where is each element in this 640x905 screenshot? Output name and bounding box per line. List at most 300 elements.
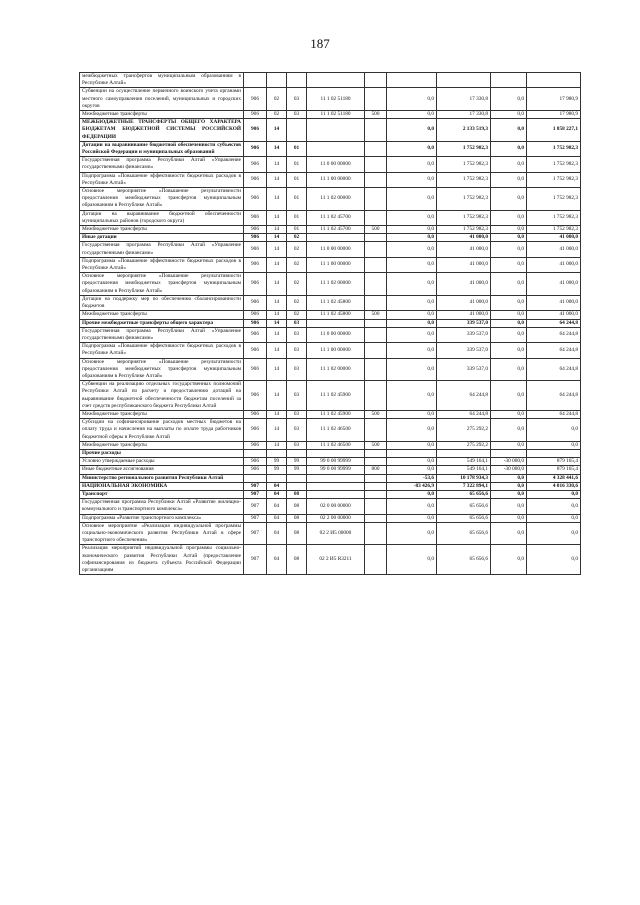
table-row bbox=[80, 499, 581, 514]
table-row bbox=[80, 172, 581, 187]
table-row bbox=[80, 188, 581, 211]
cell-amount-change-1: 0,0 bbox=[387, 490, 437, 498]
cell-podrazdel bbox=[287, 119, 307, 142]
cell-vedomstvo: 906 bbox=[244, 466, 267, 474]
cell-amount-total-2: 17 980,9 bbox=[527, 111, 581, 119]
cell-vedomstvo: 906 bbox=[244, 327, 267, 342]
row-name: Межбюджетные трансферты bbox=[80, 441, 244, 449]
row-name: Межбюджетные трансферты bbox=[80, 410, 244, 418]
cell-expense-type bbox=[365, 522, 387, 545]
cell-razdel: 14 bbox=[267, 319, 287, 327]
budget-table bbox=[79, 72, 581, 575]
cell-podrazdel: 03 bbox=[287, 88, 307, 111]
cell-amount-total-2: 41 000,0 bbox=[527, 311, 581, 319]
cell-target-article: 11 1 02 51180 bbox=[307, 88, 365, 111]
cell-amount-total-1: 1 752 982,3 bbox=[437, 210, 491, 225]
table-row bbox=[80, 343, 581, 358]
row-name: Реализация мероприятий индивидуальной программы социально-экономического развития Республики Алтай (предоставление софинансирования из бюджета субъекта Российской Федерации организациям bbox=[80, 545, 244, 575]
row-name: Государственная программа Республики Алтай «Управление государственными финансами» bbox=[80, 242, 244, 257]
cell-expense-type: 800 bbox=[365, 466, 387, 474]
cell-amount-total-1: 339 537,0 bbox=[437, 343, 491, 358]
cell-amount-total-1 bbox=[437, 73, 491, 88]
cell-vedomstvo: 906 bbox=[244, 419, 267, 442]
cell-razdel: 14 bbox=[267, 295, 287, 310]
cell-podrazdel: 01 bbox=[287, 172, 307, 187]
cell-amount-total-2: 41 000,0 bbox=[527, 273, 581, 296]
cell-amount-total-1: 65 656,6 bbox=[437, 545, 491, 575]
cell-amount-change-2: 0,0 bbox=[491, 172, 527, 187]
cell-expense-type bbox=[365, 141, 387, 156]
cell-amount-change-2: 0,0 bbox=[491, 545, 527, 575]
cell-amount-change-1: 0,0 bbox=[387, 311, 437, 319]
cell-expense-type bbox=[365, 343, 387, 358]
cell-target-article: 02 2 И5 00000 bbox=[307, 522, 365, 545]
cell-vedomstvo: 906 bbox=[244, 311, 267, 319]
cell-vedomstvo: 907 bbox=[244, 482, 267, 490]
row-name: Подпрограмма «Развитие транспортного комплекса» bbox=[80, 514, 244, 522]
cell-vedomstvo: 906 bbox=[244, 188, 267, 211]
cell-amount-change-2: 0,0 bbox=[491, 157, 527, 172]
cell-amount-change-1: 0,0 bbox=[387, 358, 437, 381]
cell-amount-change-1: 0,0 bbox=[387, 234, 437, 242]
cell-amount-change-2: 0,0 bbox=[491, 343, 527, 358]
cell-amount-total-2: 64 244,8 bbox=[527, 319, 581, 327]
cell-expense-type bbox=[365, 234, 387, 242]
cell-amount-total-2: 0,0 bbox=[527, 545, 581, 575]
cell-podrazdel bbox=[287, 73, 307, 88]
cell-expense-type bbox=[365, 514, 387, 522]
cell-target-article: 11 1 02 45700 bbox=[307, 226, 365, 234]
cell-amount-change-2: 0,0 bbox=[491, 410, 527, 418]
cell-target-article: 11 0 00 00000 bbox=[307, 327, 365, 342]
cell-amount-total-2: 1 752 982,3 bbox=[527, 188, 581, 211]
cell-amount-change-2: 0,0 bbox=[491, 188, 527, 211]
cell-podrazdel: 08 bbox=[287, 490, 307, 498]
cell-podrazdel bbox=[287, 449, 307, 457]
cell-amount-change-1: 0,0 bbox=[387, 514, 437, 522]
row-name: Государственная программа Республики Алтай «Управление государственными финансами» bbox=[80, 157, 244, 172]
cell-amount-change-1: 0,0 bbox=[387, 242, 437, 257]
cell-amount-change-2: 0,0 bbox=[491, 210, 527, 225]
row-name: Субвенции на осуществление первичного воинского учета органами местного самоуправления поселений, муниципальных и городских округов bbox=[80, 88, 244, 111]
cell-amount-change-1: 0,0 bbox=[387, 419, 437, 442]
table-row bbox=[80, 242, 581, 257]
cell-amount-total-1: 549 164,1 bbox=[437, 466, 491, 474]
cell-amount-total-1: 65 656,6 bbox=[437, 490, 491, 498]
cell-amount-change-1: 0,0 bbox=[387, 210, 437, 225]
cell-amount-change-2: 0,0 bbox=[491, 474, 527, 482]
table-row bbox=[80, 419, 581, 442]
cell-amount-total-1: 41 000,0 bbox=[437, 311, 491, 319]
cell-amount-change-1: 0,0 bbox=[387, 157, 437, 172]
page-number: 187 bbox=[310, 36, 330, 51]
cell-expense-type bbox=[365, 273, 387, 296]
cell-vedomstvo bbox=[244, 73, 267, 88]
row-name: Основное мероприятие «Повышение результативности предоставления межбюджетных трансфертов муниципальным образованиям в Республике Алтай» bbox=[80, 273, 244, 296]
cell-razdel: 14 bbox=[267, 242, 287, 257]
cell-target-article bbox=[307, 490, 365, 498]
cell-amount-total-1: 275 292,2 bbox=[437, 441, 491, 449]
cell-amount-total-1: 10 178 934,3 bbox=[437, 474, 491, 482]
cell-amount-total-2: 64 244,8 bbox=[527, 358, 581, 381]
cell-vedomstvo: 906 bbox=[244, 441, 267, 449]
cell-podrazdel: 01 bbox=[287, 210, 307, 225]
cell-target-article bbox=[307, 234, 365, 242]
cell-target-article: 02 0 00 00000 bbox=[307, 499, 365, 514]
cell-target-article bbox=[307, 73, 365, 88]
table-row bbox=[80, 226, 581, 234]
table-row bbox=[80, 466, 581, 474]
table-row bbox=[80, 358, 581, 381]
cell-expense-type bbox=[365, 73, 387, 88]
cell-amount-change-2 bbox=[491, 73, 527, 88]
cell-amount-total-1: 339 537,0 bbox=[437, 327, 491, 342]
cell-expense-type bbox=[365, 419, 387, 442]
cell-amount-total-2: 0,0 bbox=[527, 490, 581, 498]
cell-amount-total-2: 1 752 982,3 bbox=[527, 141, 581, 156]
cell-razdel: 02 bbox=[267, 111, 287, 119]
cell-amount-change-2: 0,0 bbox=[491, 522, 527, 545]
cell-expense-type bbox=[365, 242, 387, 257]
cell-expense-type bbox=[365, 327, 387, 342]
cell-amount-change-2: 0,0 bbox=[491, 88, 527, 111]
cell-target-article bbox=[307, 119, 365, 142]
cell-vedomstvo: 906 bbox=[244, 458, 267, 466]
table-row bbox=[80, 111, 581, 119]
cell-podrazdel: 01 bbox=[287, 141, 307, 156]
cell-amount-change-1: 0,0 bbox=[387, 226, 437, 234]
row-name: Условно утверждаемые расходы bbox=[80, 458, 244, 466]
cell-amount-change-2: 0,0 bbox=[491, 381, 527, 411]
cell-razdel: 14 bbox=[267, 119, 287, 142]
cell-target-article: 99 0 00 99999 bbox=[307, 458, 365, 466]
cell-target-article bbox=[307, 482, 365, 490]
table-row bbox=[80, 73, 581, 88]
cell-expense-type bbox=[365, 119, 387, 142]
cell-amount-change-1 bbox=[387, 73, 437, 88]
cell-vedomstvo: 906 bbox=[244, 88, 267, 111]
row-name: Основное мероприятие «Реализация индивидуальной программы социально-экономического развития Республики Алтай в сфере транспортного обеспечения» bbox=[80, 522, 244, 545]
row-name: Межбюджетные трансферты bbox=[80, 111, 244, 119]
row-name: Субсидии на софинансирование расходов местных бюджетов на оплату труда и начисления на выплаты по оплате труда работников бюджетной сферы в Республике Алтай bbox=[80, 419, 244, 442]
cell-amount-total-2: 64 244,8 bbox=[527, 381, 581, 411]
row-name: Основное мероприятие «Повышение результативности предоставления межбюджетных трансфертов муниципальным образованиям в Республике Алтай» bbox=[80, 358, 244, 381]
cell-amount-total-2: 1 752 982,3 bbox=[527, 157, 581, 172]
cell-amount-change-2: 0,0 bbox=[491, 141, 527, 156]
cell-razdel bbox=[267, 449, 287, 457]
cell-amount-total-2 bbox=[527, 73, 581, 88]
cell-amount-total-1: 17 330,8 bbox=[437, 111, 491, 119]
cell-expense-type bbox=[365, 449, 387, 457]
cell-razdel: 04 bbox=[267, 522, 287, 545]
table-row bbox=[80, 319, 581, 327]
cell-target-article: 11 1 00 00000 bbox=[307, 172, 365, 187]
cell-amount-change-1: 0,0 bbox=[387, 410, 437, 418]
table-row bbox=[80, 327, 581, 342]
cell-amount-change-1: 0,0 bbox=[387, 343, 437, 358]
cell-podrazdel: 02 bbox=[287, 311, 307, 319]
cell-podrazdel: 03 bbox=[287, 410, 307, 418]
cell-target-article: 11 1 02 00000 bbox=[307, 188, 365, 211]
cell-razdel: 14 bbox=[267, 381, 287, 411]
cell-amount-change-2: -30 000,0 bbox=[491, 458, 527, 466]
cell-razdel: 14 bbox=[267, 210, 287, 225]
cell-target-article bbox=[307, 141, 365, 156]
cell-amount-total-1: 1 752 982,3 bbox=[437, 141, 491, 156]
cell-amount-total-2: 0,0 bbox=[527, 419, 581, 442]
cell-amount-change-2: 0,0 bbox=[491, 490, 527, 498]
cell-razdel: 14 bbox=[267, 226, 287, 234]
cell-target-article bbox=[307, 474, 365, 482]
cell-amount-total-2: 1 752 982,3 bbox=[527, 210, 581, 225]
row-name: Подпрограмма «Повышение эффективности бюджетных расходов в Республике Алтай» bbox=[80, 257, 244, 272]
cell-amount-total-1: 41 000,0 bbox=[437, 234, 491, 242]
table-row bbox=[80, 141, 581, 156]
cell-expense-type: 500 bbox=[365, 226, 387, 234]
cell-amount-total-2: 41 000,0 bbox=[527, 295, 581, 310]
table-row bbox=[80, 449, 581, 457]
cell-amount-change-1: 0,0 bbox=[387, 545, 437, 575]
cell-amount-change-2: 0,0 bbox=[491, 242, 527, 257]
cell-vedomstvo: 906 bbox=[244, 242, 267, 257]
cell-amount-change-1: -53,6 bbox=[387, 474, 437, 482]
cell-razdel: 14 bbox=[267, 410, 287, 418]
cell-podrazdel: 03 bbox=[287, 327, 307, 342]
row-name: Подпрограмма «Повышение эффективности бюджетных расходов в Республике Алтай» bbox=[80, 343, 244, 358]
cell-razdel bbox=[267, 474, 287, 482]
cell-vedomstvo: 906 bbox=[244, 226, 267, 234]
cell-amount-total-1: 65 656,6 bbox=[437, 499, 491, 514]
cell-podrazdel: 02 bbox=[287, 273, 307, 296]
cell-vedomstvo: 906 bbox=[244, 234, 267, 242]
row-name: Межбюджетные трансферты bbox=[80, 226, 244, 234]
cell-amount-change-2: 0,0 bbox=[491, 234, 527, 242]
cell-vedomstvo: 907 bbox=[244, 499, 267, 514]
cell-amount-change-1: 0,0 bbox=[387, 119, 437, 142]
row-name: Государственная программа Республики Алтай «Управление государственными финансами» bbox=[80, 327, 244, 342]
table-row bbox=[80, 88, 581, 111]
cell-amount-total-2: 41 000,0 bbox=[527, 242, 581, 257]
cell-amount-total-1: 1 752 982,3 bbox=[437, 172, 491, 187]
cell-expense-type bbox=[365, 482, 387, 490]
cell-podrazdel: 01 bbox=[287, 188, 307, 211]
table-row bbox=[80, 410, 581, 418]
cell-podrazdel bbox=[287, 482, 307, 490]
cell-razdel: 14 bbox=[267, 141, 287, 156]
cell-amount-total-1: 339 537,0 bbox=[437, 358, 491, 381]
cell-expense-type bbox=[365, 499, 387, 514]
cell-amount-change-1: 0,0 bbox=[387, 188, 437, 211]
cell-amount-total-1: 1 752 982,3 bbox=[437, 226, 491, 234]
cell-amount-change-1 bbox=[387, 449, 437, 457]
cell-amount-total-2: 41 000,0 bbox=[527, 234, 581, 242]
cell-target-article: 11 0 00 00000 bbox=[307, 242, 365, 257]
cell-amount-change-1: 0,0 bbox=[387, 111, 437, 119]
cell-target-article: 11 1 00 00000 bbox=[307, 257, 365, 272]
cell-vedomstvo: 906 bbox=[244, 119, 267, 142]
table-row bbox=[80, 441, 581, 449]
cell-vedomstvo: 906 bbox=[244, 257, 267, 272]
table-row bbox=[80, 257, 581, 272]
cell-amount-total-1: 549 164,1 bbox=[437, 458, 491, 466]
cell-amount-total-1: 41 000,0 bbox=[437, 242, 491, 257]
cell-amount-total-1: 275 292,2 bbox=[437, 419, 491, 442]
cell-amount-change-1: 0,0 bbox=[387, 257, 437, 272]
row-name: Иные бюджетные ассигнования bbox=[80, 466, 244, 474]
table-row bbox=[80, 273, 581, 296]
cell-razdel: 04 bbox=[267, 545, 287, 575]
row-name: Прочие межбюджетные трансферты общего характера bbox=[80, 319, 244, 327]
cell-expense-type bbox=[365, 210, 387, 225]
table-row bbox=[80, 234, 581, 242]
cell-podrazdel bbox=[287, 474, 307, 482]
cell-amount-change-2: 0,0 bbox=[491, 111, 527, 119]
cell-expense-type: 500 bbox=[365, 441, 387, 449]
cell-podrazdel: 02 bbox=[287, 295, 307, 310]
cell-podrazdel: 03 bbox=[287, 343, 307, 358]
cell-amount-total-1: 65 656,6 bbox=[437, 522, 491, 545]
cell-amount-total-2: 1 752 982,3 bbox=[527, 226, 581, 234]
table-row bbox=[80, 381, 581, 411]
row-name: Дотации на выравнивание бюджетной обеспеченности муниципальных районов (городского округа) bbox=[80, 210, 244, 225]
cell-amount-change-2: 0,0 bbox=[491, 273, 527, 296]
cell-vedomstvo: 906 bbox=[244, 141, 267, 156]
cell-podrazdel: 03 bbox=[287, 419, 307, 442]
cell-amount-total-1 bbox=[437, 449, 491, 457]
cell-vedomstvo bbox=[244, 449, 267, 457]
cell-expense-type bbox=[365, 490, 387, 498]
cell-amount-total-2: 4 328 441,6 bbox=[527, 474, 581, 482]
cell-amount-change-2: -30 000,0 bbox=[491, 466, 527, 474]
cell-vedomstvo: 906 bbox=[244, 295, 267, 310]
cell-podrazdel: 08 bbox=[287, 545, 307, 575]
table-row bbox=[80, 210, 581, 225]
cell-amount-total-2: 1 858 227,1 bbox=[527, 119, 581, 142]
cell-expense-type bbox=[365, 88, 387, 111]
cell-podrazdel: 02 bbox=[287, 234, 307, 242]
row-name: Основное мероприятие «Повышение результативности предоставления межбюджетных трансфертов муниципальным образованиям в Республике Алтай» bbox=[80, 188, 244, 211]
cell-target-article: 11 1 02 00000 bbox=[307, 273, 365, 296]
cell-expense-type bbox=[365, 257, 387, 272]
cell-amount-change-1: 0,0 bbox=[387, 88, 437, 111]
cell-amount-total-1: 7 322 894,1 bbox=[437, 482, 491, 490]
cell-amount-change-1: 0,0 bbox=[387, 327, 437, 342]
cell-razdel: 14 bbox=[267, 234, 287, 242]
row-name: межбюджетных трансфертов муниципальным образованиям в Республике Алтай» bbox=[80, 73, 244, 88]
cell-target-article: 02 2 И5 R3211 bbox=[307, 545, 365, 575]
row-name: Дотации на поддержку мер по обеспечению сбалансированности бюджетов bbox=[80, 295, 244, 310]
cell-amount-total-1: 41 000,0 bbox=[437, 273, 491, 296]
cell-amount-total-2: 41 000,0 bbox=[527, 257, 581, 272]
cell-target-article: 99 0 00 99999 bbox=[307, 466, 365, 474]
cell-amount-total-2: 17 980,9 bbox=[527, 88, 581, 111]
cell-razdel: 04 bbox=[267, 514, 287, 522]
cell-razdel: 14 bbox=[267, 343, 287, 358]
cell-amount-total-1: 65 656,6 bbox=[437, 514, 491, 522]
cell-amount-total-2: 1 752 982,3 bbox=[527, 172, 581, 187]
cell-target-article: 11 1 02 46500 bbox=[307, 441, 365, 449]
cell-podrazdel: 03 bbox=[287, 358, 307, 381]
cell-amount-change-2 bbox=[491, 449, 527, 457]
cell-amount-change-1: 0,0 bbox=[387, 381, 437, 411]
table-row bbox=[80, 119, 581, 142]
table-row bbox=[80, 157, 581, 172]
cell-target-article: 11 1 02 45800 bbox=[307, 295, 365, 310]
cell-amount-change-1: 0,0 bbox=[387, 466, 437, 474]
cell-amount-change-2: 0,0 bbox=[491, 226, 527, 234]
cell-amount-change-2: 0,0 bbox=[491, 295, 527, 310]
table-row bbox=[80, 311, 581, 319]
cell-podrazdel: 03 bbox=[287, 319, 307, 327]
cell-razdel: 14 bbox=[267, 441, 287, 449]
row-name: Подпрограмма «Повышение эффективности бюджетных расходов в Республике Алтай» bbox=[80, 172, 244, 187]
cell-target-article: 11 1 02 45800 bbox=[307, 311, 365, 319]
cell-target-article: 11 1 02 45900 bbox=[307, 381, 365, 411]
cell-expense-type bbox=[365, 188, 387, 211]
cell-vedomstvo: 907 bbox=[244, 522, 267, 545]
cell-amount-total-2: 879 165,4 bbox=[527, 466, 581, 474]
cell-razdel: 99 bbox=[267, 466, 287, 474]
cell-amount-change-2: 0,0 bbox=[491, 514, 527, 522]
cell-amount-total-1: 64 244,8 bbox=[437, 381, 491, 411]
cell-target-article: 11 1 02 00000 bbox=[307, 358, 365, 381]
cell-razdel: 14 bbox=[267, 172, 287, 187]
cell-target-article bbox=[307, 319, 365, 327]
cell-razdel: 14 bbox=[267, 311, 287, 319]
cell-vedomstvo: 907 bbox=[244, 490, 267, 498]
cell-target-article: 11 1 02 46500 bbox=[307, 419, 365, 442]
cell-amount-total-1: 1 752 982,3 bbox=[437, 157, 491, 172]
cell-amount-total-2: 64 244,8 bbox=[527, 343, 581, 358]
cell-razdel: 04 bbox=[267, 482, 287, 490]
table-row bbox=[80, 490, 581, 498]
table-row bbox=[80, 458, 581, 466]
cell-amount-total-2: 64 244,8 bbox=[527, 327, 581, 342]
cell-amount-change-1: 0,0 bbox=[387, 141, 437, 156]
cell-amount-change-2: 0,0 bbox=[491, 441, 527, 449]
cell-amount-change-1: 0,0 bbox=[387, 522, 437, 545]
cell-amount-change-1: 0,0 bbox=[387, 319, 437, 327]
row-name: Межбюджетные трансферты bbox=[80, 311, 244, 319]
cell-amount-total-1: 339 537,0 bbox=[437, 319, 491, 327]
cell-podrazdel: 08 bbox=[287, 499, 307, 514]
cell-amount-change-1: 0,0 bbox=[387, 441, 437, 449]
cell-amount-total-2: 0,0 bbox=[527, 522, 581, 545]
cell-razdel bbox=[267, 73, 287, 88]
cell-target-article: 11 1 02 45700 bbox=[307, 210, 365, 225]
cell-target-article: 11 1 02 45900 bbox=[307, 410, 365, 418]
cell-target-article: 11 0 00 00000 bbox=[307, 157, 365, 172]
cell-vedomstvo: 906 bbox=[244, 410, 267, 418]
cell-amount-total-2: 64 244,8 bbox=[527, 410, 581, 418]
cell-podrazdel: 03 bbox=[287, 381, 307, 411]
cell-razdel: 14 bbox=[267, 419, 287, 442]
cell-vedomstvo: 906 bbox=[244, 210, 267, 225]
cell-podrazdel: 01 bbox=[287, 226, 307, 234]
cell-podrazdel: 03 bbox=[287, 441, 307, 449]
cell-podrazdel: 01 bbox=[287, 157, 307, 172]
cell-razdel: 04 bbox=[267, 499, 287, 514]
cell-target-article bbox=[307, 449, 365, 457]
cell-expense-type bbox=[365, 295, 387, 310]
cell-amount-total-2: 0,0 bbox=[527, 441, 581, 449]
cell-amount-change-2: 0,0 bbox=[491, 499, 527, 514]
cell-amount-change-1: 0,0 bbox=[387, 273, 437, 296]
cell-amount-total-1: 1 752 982,3 bbox=[437, 188, 491, 211]
table-row bbox=[80, 514, 581, 522]
cell-vedomstvo: 906 bbox=[244, 358, 267, 381]
table-row bbox=[80, 295, 581, 310]
